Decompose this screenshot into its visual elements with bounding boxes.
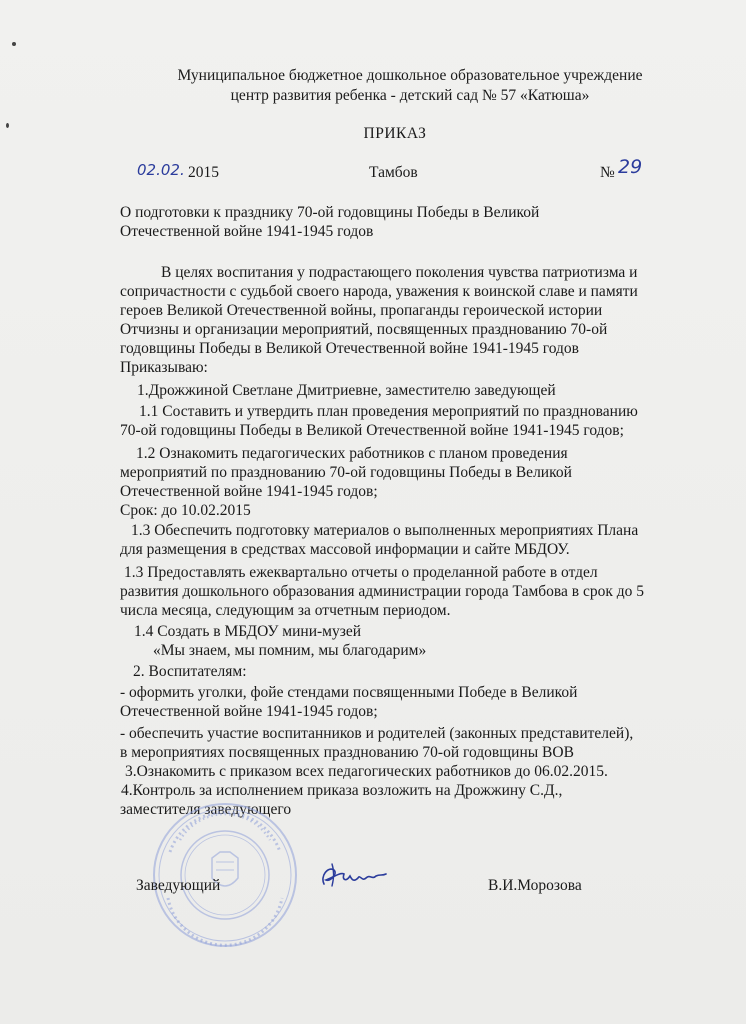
signature-position: Заведующий [136,877,221,894]
signatory-name: В.И.Морозова [488,877,582,894]
intro-line: Отчизны и организации мероприятий, посвященных празднованию 70-ой [120,321,608,338]
order-item-3: 3.Ознакомить с приказом всех педагогических работников до 06.02.2015. [125,763,608,780]
order-item-1-3: 1.3 Обеспечить подготовку материалов о выполненных мероприятиях Плана [131,522,639,539]
scan-speck [12,42,16,46]
subject-line: Отечественной войне 1941-1945 годов [120,223,374,240]
intro-line: сопричастности с судьбой своего народа, уважения к воинской славе и памяти [120,283,638,300]
org-name-line2: центр развития ребенка - детский сад № 57 «Катюша» [230,87,590,104]
order-item-2-b: - обеспечить участие воспитанников и родителей (законных представителей), [120,725,634,742]
document-title: ПРИКАЗ [363,125,427,142]
document-city: Тамбов [369,164,418,181]
order-item-1-4: «Мы знаем, мы помним, мы благодарим» [153,642,427,659]
intro-line: годовщины Победы в Великой Отечественной войне 1941-1945 годов [120,340,579,357]
order-item-1-2: Отечественной войне 1941-1945 годов; [120,483,378,500]
order-item-1: 1.Дрожжиной Светлане Дмитриевне, заместителю заведующей [137,382,556,399]
order-item-2: 2. Воспитателям: [133,663,247,680]
order-item-1-2: 1.2 Ознакомить педагогических работников с планом проведения [136,445,568,462]
handwritten-date: 02.02. [137,161,185,179]
order-item-1-2: мероприятий по празднованию 70-ой годовщины Победы в Великой [120,464,572,481]
order-item-1-4: 1.4 Создать в МБДОУ мини-музей [134,623,362,640]
order-item-1-1: 70-ой годовщины Победы в Великой Отечественной войне 1941-1945 годов; [120,422,624,439]
handwritten-number: 29 [618,156,643,178]
number-sign: № [600,164,615,181]
order-item-4: 4.Контроль за исполнением приказа возложить на Дрожжину С.Д., [121,782,563,799]
order-item-1-3-reports: развития дошкольного образования администрации города Тамбова в срок до 5 [120,583,645,600]
order-item-2-a: Отечественной войне 1941-1945 годов; [120,703,378,720]
order-item-2-b: в мероприятиях посвященных празднованию 70-ой годовщины ВОВ [120,744,574,761]
intro-line: героев Великой Отечественной войны, пропаганды героической истории [120,302,603,319]
order-item-1-1: 1.1 Составить и утвердить план проведения мероприятий по празднованию [139,403,638,420]
order-item-1-3: для размещения в средствах массовой информации и сайте МБДОУ. [120,541,570,558]
order-item-1-3-reports: числа месяца, следующим за отчетным периодом. [120,602,451,619]
handwritten-signature [318,858,388,892]
order-item-4: заместителя заведующего [120,801,292,818]
deadline: Срок: до 10.02.2015 [120,502,251,519]
org-name-line1: Муниципальное бюджетное дошкольное образовательное учреждение [177,67,643,84]
order-item-1-3-reports: 1.3 Предоставлять ежеквартально отчеты о проделанной работе в отдел [124,564,598,581]
subject-line: О подготовки к празднику 70-ой годовщины Победы в Великой [120,204,540,221]
scan-speck [6,123,9,128]
document-year: 2015 [188,164,219,181]
intro-line: В целях воспитания у подрастающего поколения чувства патриотизма и [161,264,638,281]
order-word: Приказываю: [120,359,208,376]
order-item-2-a: - оформить уголки, фойе стендами посвященными Победе в Великой [120,684,578,701]
round-seal-stamp [150,800,300,950]
